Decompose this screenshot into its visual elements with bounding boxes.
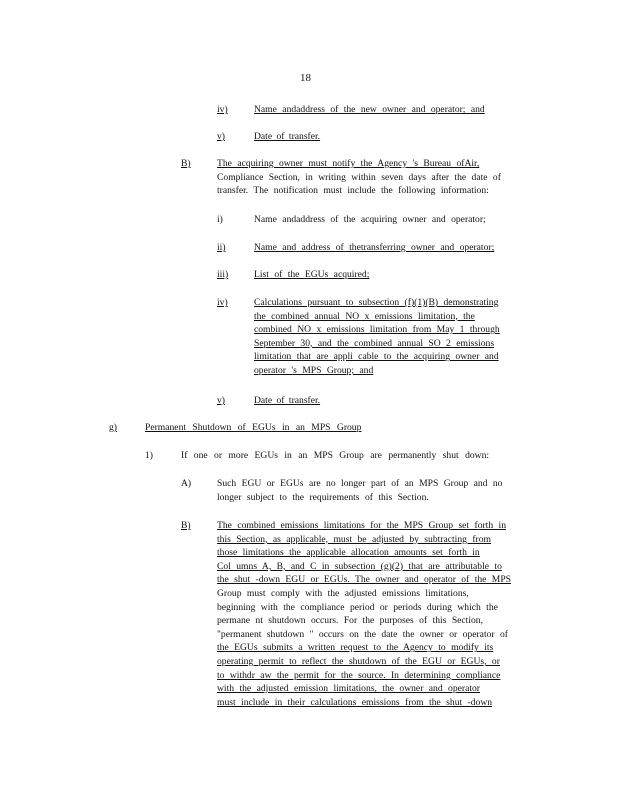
item-text-calculations: Calculations pursuant to subsection (f)(1)(B) demonstrating the combined annual NO x emissions limitation, the combined NO x emissions limitation from May 1 through September 30, and the combined annual SO 2 emissions limitation that are appli cable to the acquiring owner and operator 's MPS Group; and <box>254 297 500 376</box>
subsection-label-1: 1) <box>145 450 153 461</box>
paragraph-label-b-adjust: B) <box>181 520 191 531</box>
item-text-date-transfer: Date of transfer. <box>254 131 321 142</box>
item-label-iv-calc: iv) <box>217 297 228 308</box>
item-text-new-owner: Name andaddress of the new owner and operator; and <box>254 104 485 115</box>
paragraph-acquiring-owner-notice: The acquiring owner must notify the Agency 's Bureau ofAir, Compliance Section, in writing within seven days after the date of transfer. The notification must include the following information: <box>217 158 501 197</box>
item-text-date-transfer-2: Date of transfer. <box>254 395 321 406</box>
item-label-ii: ii) <box>217 242 226 253</box>
paragraph-combined-emissions: The combined emissions limitations for the MPS Group set forth in this Section, as applicable, must be adjusted by subtracting from those limitations the applicable allocation amounts set forth in Col umns A, B, and C in subsection (g)(2) that are attributable to the shut -down EGU or EGUs. The owner and operator of the MPS Group must comply with the adjusted emissions limitations, beginning with the compliance period or periods during which the permane nt shutdown occurs. For the purposes of this Section, "permanent shutdown " occurs on the date the owner or operator of the EGUs submits a written request to the Agency to modify its operating permit to reflect the shutdown of the EGU or EGUs, or to withdr aw the permit for the source. In determining compliance with the adjusted emission limitations, the owner and operator must include in their calculations emissions from the shut -down <box>217 520 512 708</box>
item-label-iv: iv) <box>217 104 228 115</box>
item-label-v: v) <box>217 131 225 142</box>
item-label-iii: iii) <box>217 269 229 280</box>
item-text-egus-acquired: List of the EGUs acquired; <box>254 269 370 280</box>
section-heading-permanent-shutdown: Permanent Shutdown of EGUs in an MPS Group <box>145 422 362 433</box>
paragraph-no-longer-part: Such EGU or EGUs are no longer part of an MPS Group and no longer subject to the requirements of this Section. <box>217 478 503 503</box>
item-text-acquiring-owner: Name andaddress of the acquiring owner and operator; <box>254 214 486 225</box>
item-text-transferring-owner: Name and address of thetransferring owner and operator; <box>254 242 495 253</box>
subsection-text-shutdown-condition: If one or more EGUs in an MPS Group are permanently shut down: <box>181 450 490 461</box>
section-label-g: g) <box>109 422 117 433</box>
item-label-v-date: v) <box>217 395 225 406</box>
paragraph-label-a: A) <box>181 478 192 489</box>
paragraph-label-b: B) <box>181 158 191 169</box>
item-label-i: i) <box>217 214 223 225</box>
page-number: 18 <box>300 72 311 84</box>
